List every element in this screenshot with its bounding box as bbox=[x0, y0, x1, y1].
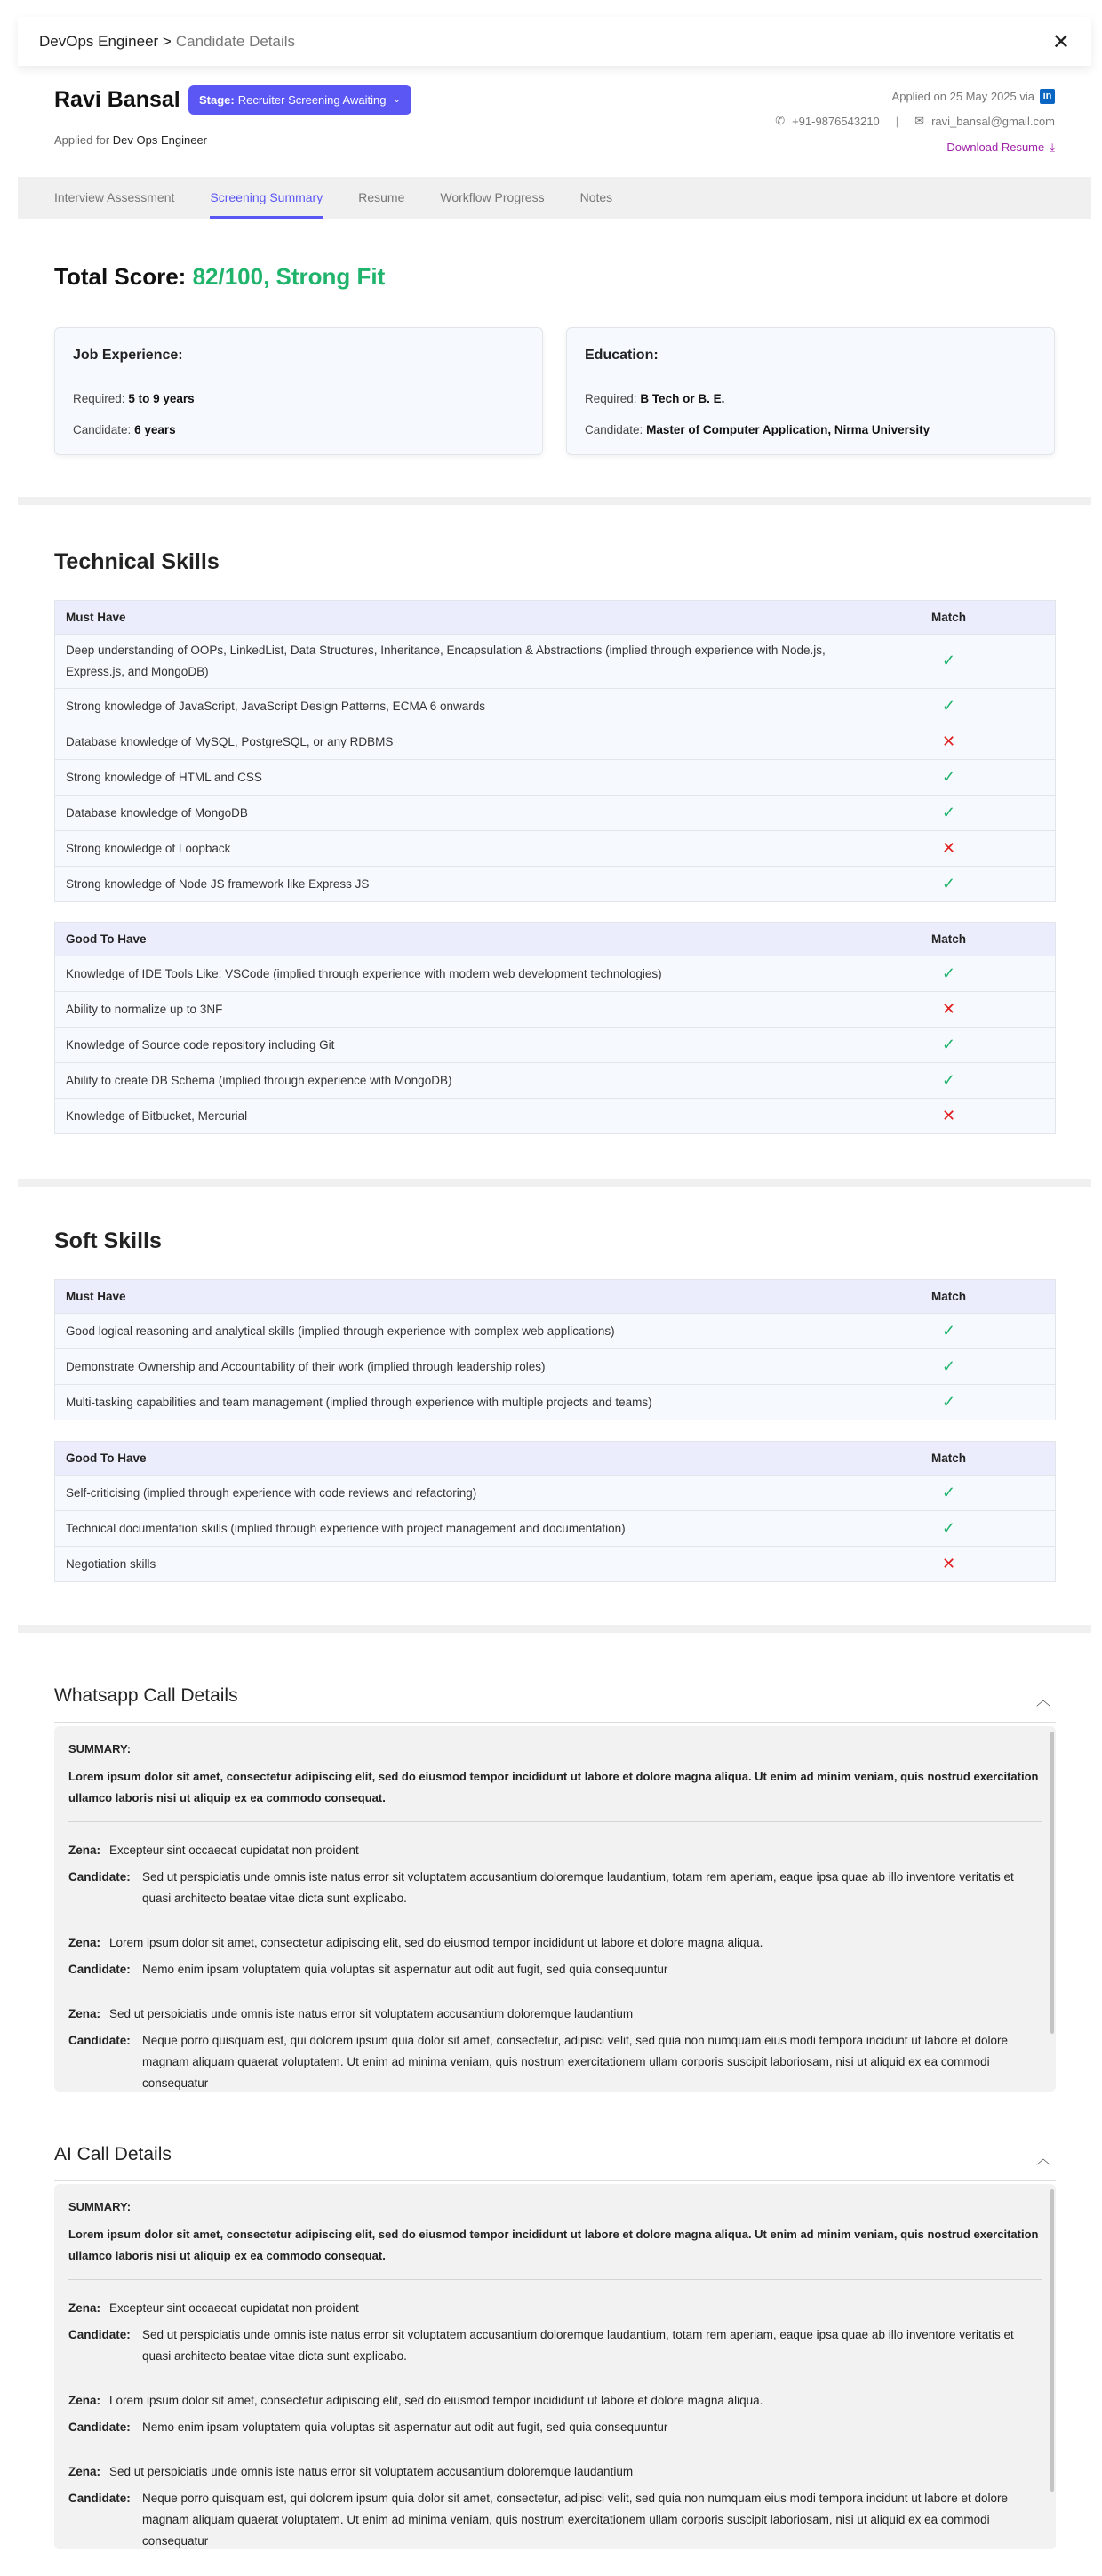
skill: Knowledge of Bitbucket, Mercurial bbox=[55, 1099, 842, 1134]
soft-must-have-table bbox=[54, 1279, 1056, 1420]
check-icon: ✓ bbox=[941, 1392, 956, 1411]
check-icon: ✓ bbox=[941, 1035, 956, 1053]
call-details-header[interactable] bbox=[54, 1685, 1056, 1723]
table-row bbox=[55, 992, 1056, 1028]
skill: Strong knowledge of Node JS framework like Express JS bbox=[55, 867, 842, 902]
utterance: Lorem ipsum dolor sit amet, consectetur adipiscing elit, sed do eiusmod tempor incididunt ut labore et dolore magna aliqua. bbox=[109, 2394, 763, 2407]
transcript-line bbox=[68, 2324, 1042, 2367]
required-education: B Tech or B. E. bbox=[640, 392, 725, 405]
transcript-line bbox=[68, 1932, 1042, 1954]
check-icon: ✓ bbox=[941, 767, 956, 786]
match-cell bbox=[842, 867, 1056, 902]
table-row bbox=[55, 635, 1056, 689]
stage-value: Recruiter Screening Awaiting bbox=[237, 93, 387, 107]
skill: Knowledge of IDE Tools Like: VSCode (implied through experience with modern web development technologies) bbox=[55, 956, 842, 992]
call-title: AI Call Details bbox=[54, 2144, 172, 2164]
skill: Self-criticising (implied through experience with code reviews and refactoring) bbox=[55, 1476, 842, 1511]
job-experience-card bbox=[54, 327, 543, 455]
chevron-down-icon: ⌄ bbox=[393, 95, 401, 105]
candidate-education: Master of Computer Application, Nirma University bbox=[646, 423, 930, 436]
transcript-line bbox=[68, 2417, 1042, 2438]
skill: Strong knowledge of JavaScript, JavaScript Design Patterns, ECMA 6 onwards bbox=[55, 689, 842, 724]
soft-good-to-have-table bbox=[54, 1441, 1056, 1582]
table-row bbox=[55, 867, 1056, 902]
table-row bbox=[55, 724, 1056, 760]
technical-skills-title: Technical Skills bbox=[54, 549, 220, 574]
check-icon: ✓ bbox=[941, 874, 956, 892]
speaker: Candidate: bbox=[68, 1870, 131, 1884]
technical-good-to-have-table bbox=[54, 922, 1056, 1134]
match-cell bbox=[842, 1476, 1056, 1511]
cross-icon: ✕ bbox=[941, 1106, 956, 1124]
transcript-line bbox=[68, 2390, 1042, 2412]
check-icon: ✓ bbox=[941, 1356, 956, 1375]
match-cell bbox=[842, 992, 1056, 1028]
mail-icon: ✉ bbox=[914, 114, 925, 127]
divider bbox=[18, 1625, 1091, 1633]
table-row bbox=[55, 1385, 1056, 1420]
call-details-header[interactable] bbox=[54, 2144, 1056, 2181]
skill: Strong knowledge of HTML and CSS bbox=[55, 760, 842, 796]
stage-label: Stage: bbox=[199, 93, 235, 107]
utterance: Sed ut perspiciatis unde omnis iste natus error sit voluptatem accusantium doloremque laudantium, totam rem aperiam, eaque ipsa quae ab illo inventore veritatis et quasi architecto beatae vitae dicta sunt explicabo. bbox=[142, 1870, 1014, 1905]
skill: Technical documentation skills (implied through experience with project management and documentation) bbox=[55, 1511, 842, 1547]
match-cell bbox=[842, 1099, 1056, 1134]
transcript-line bbox=[68, 2461, 1042, 2483]
transcript-line bbox=[68, 2488, 1042, 2549]
cross-icon: ✕ bbox=[941, 1554, 956, 1572]
check-icon: ✓ bbox=[941, 803, 956, 821]
breadcrumb-current: Candidate Details bbox=[175, 32, 296, 50]
stage-dropdown[interactable] bbox=[188, 85, 411, 115]
summary-label: SUMMARY: bbox=[68, 2200, 132, 2213]
table-row bbox=[55, 956, 1056, 992]
skill: Ability to create DB Schema (implied through experience with MongoDB) bbox=[55, 1063, 842, 1099]
speaker: Zena: bbox=[68, 2394, 101, 2407]
column-header: Must Have bbox=[55, 1280, 842, 1314]
match-cell bbox=[842, 956, 1056, 992]
download-resume-button[interactable] bbox=[775, 140, 1055, 155]
phone-icon: ✆ bbox=[775, 114, 786, 127]
cross-icon: ✕ bbox=[941, 999, 956, 1018]
transcript-line bbox=[68, 1867, 1042, 1909]
transcript-line bbox=[68, 1959, 1042, 1980]
linkedin-icon[interactable]: in bbox=[1040, 89, 1055, 104]
candidate-name: Ravi Bansal bbox=[54, 87, 180, 112]
table-row bbox=[55, 689, 1056, 724]
speaker: Zena: bbox=[68, 1844, 101, 1857]
skill: Deep understanding of OOPs, LinkedList, Data Structures, Inheritance, Encapsulation & Abstractions (implied through experience with Node.js, Express.js, and MongoDB) bbox=[55, 635, 842, 689]
chevron-up-icon[interactable]: ︿ bbox=[1035, 1693, 1050, 1708]
utterance: Nemo enim ipsam voluptatem quia voluptas sit aspernatur aut odit aut fugit, sed quia consequuntur bbox=[142, 2420, 668, 2434]
speaker: Zena: bbox=[68, 2465, 101, 2478]
close-icon[interactable]: ✕ bbox=[1051, 30, 1070, 54]
table-row bbox=[55, 1476, 1056, 1511]
utterance: Sed ut perspiciatis unde omnis iste natus error sit voluptatem accusantium doloremque laudantium bbox=[109, 2465, 634, 2478]
column-header: Good To Have bbox=[55, 923, 842, 956]
tab-resume[interactable]: Resume bbox=[358, 190, 405, 204]
check-icon: ✓ bbox=[941, 1070, 956, 1089]
transcript-line bbox=[68, 2030, 1042, 2092]
call-title: Whatsapp Call Details bbox=[54, 1685, 238, 1706]
candidate-header: Ravi Bansal Stage: Recruiter Screening Awaiting ⌄ Applied for Dev Ops Engineer Applied on 25 May 2025 via in ✆ +91-9876543210 | ✉ ravi_bansal@gmail.com Download Resume ⤓ bbox=[54, 87, 1055, 154]
transcript-line bbox=[68, 2298, 1042, 2319]
speaker: Zena: bbox=[68, 2301, 101, 2315]
check-icon: ✓ bbox=[941, 696, 956, 715]
match-header: Match bbox=[842, 1442, 1056, 1476]
summary-label: SUMMARY: bbox=[68, 1742, 132, 1756]
tab-interview-assessment[interactable]: Interview Assessment bbox=[54, 190, 175, 204]
skill: Strong knowledge of Loopback bbox=[55, 831, 842, 867]
total-score bbox=[54, 263, 385, 291]
match-cell bbox=[842, 1314, 1056, 1349]
technical-must-have-table bbox=[54, 600, 1056, 902]
match-cell bbox=[842, 1547, 1056, 1582]
check-icon: ✓ bbox=[941, 1483, 956, 1501]
match-cell bbox=[842, 724, 1056, 760]
skill: Good logical reasoning and analytical skills (implied through experience with complex web applications) bbox=[55, 1314, 842, 1349]
skill: Database knowledge of MongoDB bbox=[55, 796, 842, 831]
utterance: Sed ut perspiciatis unde omnis iste natus error sit voluptatem accusantium doloremque laudantium, totam rem aperiam, eaque ipsa quae ab illo inventore veritatis et quasi architecto beatae vitae dicta sunt explicabo. bbox=[142, 2328, 1014, 2363]
match-cell bbox=[842, 760, 1056, 796]
breadcrumb-parent[interactable]: DevOps Engineer > bbox=[39, 32, 172, 50]
label: Required: bbox=[585, 392, 637, 405]
match-cell bbox=[842, 1063, 1056, 1099]
table-row bbox=[55, 831, 1056, 867]
chevron-up-icon[interactable]: ︿ bbox=[1035, 2152, 1050, 2167]
table-row bbox=[55, 1099, 1056, 1134]
column-header: Must Have bbox=[55, 601, 842, 635]
divider bbox=[18, 1179, 1091, 1187]
tab-screening-summary[interactable]: Screening Summary bbox=[210, 177, 323, 219]
speaker: Zena: bbox=[68, 2007, 101, 2020]
table-row bbox=[55, 1349, 1056, 1385]
tab-notes[interactable]: Notes bbox=[579, 190, 613, 204]
utterance: Neque porro quisquam est, qui dolorem ipsum quia dolor sit amet, consectetur, adipisci velit, sed quia non numquam eius modi tempora incidunt ut labore et dolore magnam aliquam quaerat voluptatem. Ut enim ad minima veniam, quis nostrum exercitationem ullam corporis suscipit laboriosam, nisi ut aliquid ex ea commodi consequatur bbox=[142, 2034, 1009, 2090]
cross-icon: ✕ bbox=[941, 838, 956, 857]
match-cell bbox=[842, 635, 1056, 689]
divider bbox=[18, 497, 1091, 505]
match-header: Match bbox=[842, 601, 1056, 635]
soft-skills-title: Soft Skills bbox=[54, 1228, 162, 1253]
check-icon: ✓ bbox=[941, 652, 956, 669]
tab-workflow-progress[interactable]: Workflow Progress bbox=[440, 190, 545, 204]
match-cell bbox=[842, 831, 1056, 867]
summary-text: Lorem ipsum dolor sit amet, consectetur adipiscing elit, sed do eiusmod tempor incididunt ut labore et dolore magna aliqua. Ut enim ad minim veniam, quis nostrud exercitation ullamco laboris nisi ut aliquip ex ea commodo consequat. bbox=[68, 1766, 1042, 1822]
match-cell bbox=[842, 1385, 1056, 1420]
check-icon: ✓ bbox=[941, 964, 956, 982]
top-bar bbox=[18, 17, 1091, 66]
match-cell bbox=[842, 1028, 1056, 1063]
download-label: Download Resume bbox=[946, 140, 1045, 154]
scrollbar[interactable] bbox=[1050, 2189, 1054, 2492]
tab-bar bbox=[18, 177, 1091, 219]
label: Candidate: bbox=[73, 423, 132, 436]
utterance: Nemo enim ipsam voluptatem quia voluptas sit aspernatur aut odit aut fugit, sed quia consequuntur bbox=[142, 1963, 668, 1976]
table-row bbox=[55, 1314, 1056, 1349]
download-icon: ⤓ bbox=[1050, 140, 1055, 154]
check-icon: ✓ bbox=[941, 1518, 956, 1537]
utterance: Neque porro quisquam est, qui dolorem ipsum quia dolor sit amet, consectetur, adipisci velit, sed quia non numquam eius modi tempora incidunt ut labore et dolore magnam aliquam quaerat voluptatem. Ut enim ad minima veniam, quis nostrum exercitationem ullam corporis suscipit laboriosam, nisi ut aliquid ex ea commodi consequatur bbox=[142, 2492, 1009, 2548]
card-title: Job Experience: bbox=[73, 348, 183, 363]
table-header bbox=[55, 923, 1056, 956]
speaker: Candidate: bbox=[68, 2034, 131, 2047]
skill: Ability to normalize up to 3NF bbox=[55, 992, 842, 1028]
cross-icon: ✕ bbox=[941, 732, 956, 750]
speaker: Candidate: bbox=[68, 2420, 131, 2434]
score-label: Total Score: bbox=[54, 263, 187, 290]
card-title: Education: bbox=[585, 348, 659, 363]
skill: Knowledge of Source code repository including Git bbox=[55, 1028, 842, 1063]
applied-for-value: Dev Ops Engineer bbox=[112, 133, 208, 147]
table-header bbox=[55, 1280, 1056, 1314]
education-card bbox=[566, 327, 1055, 455]
match-cell bbox=[842, 1511, 1056, 1547]
skill: Multi-tasking capabilities and team management (implied through experience with multiple projects and teams) bbox=[55, 1385, 842, 1420]
call-transcript bbox=[54, 1726, 1056, 2092]
utterance: Excepteur sint occaecat cupidatat non proident bbox=[109, 1844, 359, 1857]
applied-for-label: Applied for bbox=[54, 133, 110, 147]
match-cell bbox=[842, 796, 1056, 831]
label: Required: bbox=[73, 392, 125, 405]
score-value: 82/100, Strong Fit bbox=[192, 263, 386, 290]
table-row bbox=[55, 1547, 1056, 1582]
speaker: Candidate: bbox=[68, 1963, 131, 1976]
match-cell bbox=[842, 1349, 1056, 1385]
email: ravi_bansal@gmail.com bbox=[931, 114, 1055, 128]
candidate-experience: 6 years bbox=[134, 423, 176, 436]
required-experience: 5 to 9 years bbox=[128, 392, 195, 405]
applied-for bbox=[54, 133, 207, 147]
column-header: Good To Have bbox=[55, 1442, 842, 1476]
skill: Database knowledge of MySQL, PostgreSQL, or any RDBMS bbox=[55, 724, 842, 760]
summary-text: Lorem ipsum dolor sit amet, consectetur adipiscing elit, sed do eiusmod tempor incididunt ut labore et dolore magna aliqua. Ut enim ad minim veniam, quis nostrud exercitation ullamco laboris nisi ut aliquip ex ea commodo consequat. bbox=[68, 2224, 1042, 2280]
table-header bbox=[55, 1442, 1056, 1476]
table-header bbox=[55, 601, 1056, 635]
phone: +91-9876543210 bbox=[792, 114, 880, 128]
table-row bbox=[55, 760, 1056, 796]
call-transcript bbox=[54, 2184, 1056, 2549]
table-row bbox=[55, 796, 1056, 831]
utterance: Sed ut perspiciatis unde omnis iste natus error sit voluptatem accusantium doloremque laudantium bbox=[109, 2007, 634, 2020]
skill: Negotiation skills bbox=[55, 1547, 842, 1582]
table-row bbox=[55, 1063, 1056, 1099]
utterance: Lorem ipsum dolor sit amet, consectetur adipiscing elit, sed do eiusmod tempor incididunt ut labore et dolore magna aliqua. bbox=[109, 1936, 763, 1949]
transcript-line bbox=[68, 1840, 1042, 1861]
transcript-line bbox=[68, 2004, 1042, 2025]
match-header: Match bbox=[842, 923, 1056, 956]
match-header: Match bbox=[842, 1280, 1056, 1314]
speaker: Zena: bbox=[68, 1936, 101, 1949]
check-icon: ✓ bbox=[941, 1321, 956, 1340]
speaker: Candidate: bbox=[68, 2492, 131, 2505]
utterance: Excepteur sint occaecat cupidatat non proident bbox=[109, 2301, 359, 2315]
label: Candidate: bbox=[585, 423, 643, 436]
skill: Demonstrate Ownership and Accountability of their work (implied through leadership roles) bbox=[55, 1349, 842, 1385]
speaker: Candidate: bbox=[68, 2328, 131, 2341]
scrollbar[interactable] bbox=[1050, 1732, 1054, 2034]
applied-on: Applied on 25 May 2025 via bbox=[891, 89, 1034, 103]
match-cell bbox=[842, 689, 1056, 724]
table-row bbox=[55, 1028, 1056, 1063]
table-row bbox=[55, 1511, 1056, 1547]
